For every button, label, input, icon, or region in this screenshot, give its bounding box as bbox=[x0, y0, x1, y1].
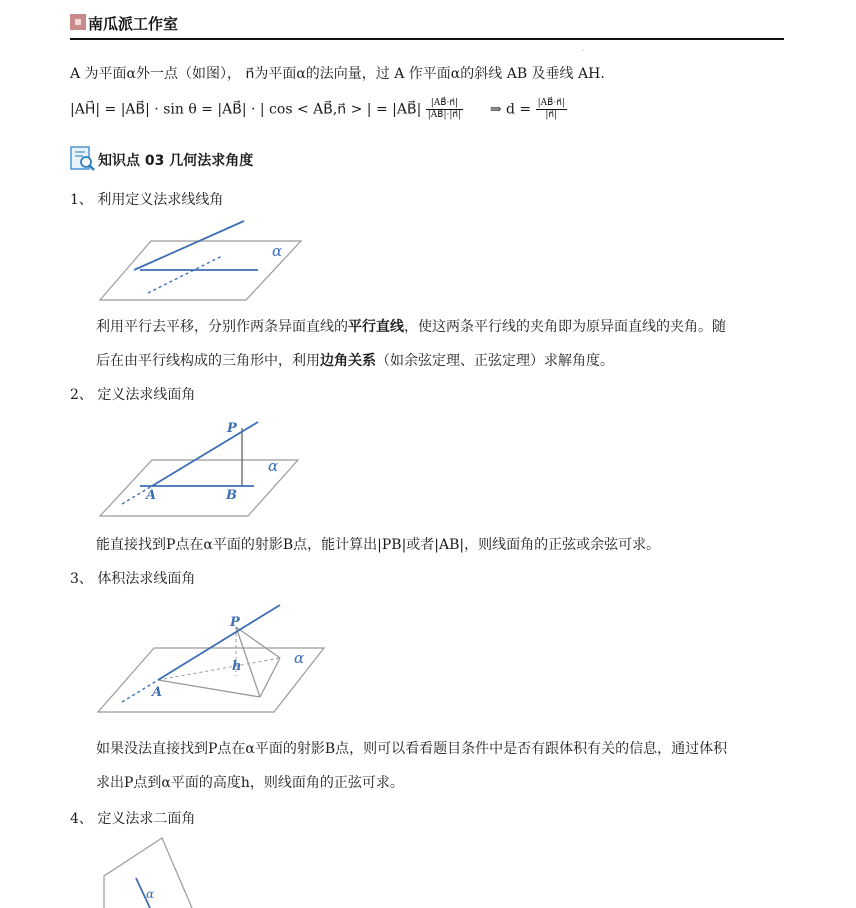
text-span: 利用平行去平移，分别作两条异面直线的 bbox=[96, 319, 348, 335]
magnifier-document-icon bbox=[70, 146, 96, 172]
edge-foot-right bbox=[260, 658, 280, 697]
point-P-label: P bbox=[230, 615, 240, 630]
item-4-label: 4、 定义法求二面角 bbox=[70, 811, 196, 827]
section-title: 知识点 03 几何法求角度 bbox=[98, 153, 254, 169]
logo-icon bbox=[70, 14, 86, 30]
figure-dihedral-angle bbox=[96, 836, 216, 908]
stray-dot: · bbox=[582, 46, 585, 55]
header-title: 南瓜派工作室 bbox=[88, 15, 179, 33]
page-header bbox=[70, 12, 784, 40]
bold-term-edge-angle: 边角关系 bbox=[320, 353, 376, 369]
fraction-2 bbox=[536, 98, 567, 121]
formula-left: |AH⃗| = |AB⃗| · sin θ = |AB⃗| · | cos < AB⃗,n⃗ > | = |AB⃗| bbox=[70, 101, 422, 118]
fraction-2-denominator: |n⃗| bbox=[545, 110, 558, 120]
item-1-paragraph-line-2 bbox=[96, 350, 614, 370]
figure-volume-method bbox=[96, 600, 328, 716]
fraction-1-denominator: |AB⃗|·|n⃗| bbox=[427, 110, 462, 120]
point-A-label: A bbox=[152, 685, 163, 700]
fraction-1 bbox=[426, 98, 463, 121]
point-B-label: B bbox=[226, 488, 237, 503]
plane-alpha bbox=[98, 648, 324, 712]
figure-line-plane-angle bbox=[96, 414, 306, 518]
text-span: ，使这两条平行线的夹角即为原异面直线的夹角。随 bbox=[404, 319, 726, 335]
formula-mid: ⇒ d = bbox=[489, 101, 532, 118]
item-2-label: 2、 定义法求线面角 bbox=[70, 387, 196, 403]
fraction-1-numerator: |AB⃗·n⃗| bbox=[426, 98, 463, 110]
alpha-label: α bbox=[146, 887, 155, 901]
item-3-paragraph-line-2: 求出P点到α平面的高度h，则线面角的正弦可求。 bbox=[96, 775, 404, 791]
alpha-label: α bbox=[294, 649, 305, 667]
alpha-label: α bbox=[268, 457, 279, 475]
intro-line: A 为平面α外一点（如图）， n⃗为平面α的法向量，过 A 作平面α的斜线 AB 及垂线 AH. bbox=[70, 66, 605, 82]
item-3-paragraph-line-1: 如果没法直接找到P点在α平面的射影B点，则可以看看题目条件中是否有跟体积有关的信息，通过体积 bbox=[96, 741, 728, 757]
figure-skew-lines bbox=[96, 214, 306, 304]
edge-A-foot bbox=[158, 680, 260, 697]
point-A-label: A bbox=[146, 488, 157, 503]
line-above-plane bbox=[134, 221, 244, 270]
edge-P-right bbox=[236, 627, 280, 658]
alpha-label: α bbox=[272, 242, 283, 260]
hidden-line bbox=[148, 256, 222, 293]
item-2-paragraph: 能直接找到P点在α平面的射影B点，能计算出|PB|或者|AB|，则线面角的正弦或余弦可求。 bbox=[96, 537, 661, 553]
fraction-2-numerator: |AB⃗·n⃗| bbox=[537, 98, 565, 108]
point-P-label: P bbox=[227, 421, 237, 436]
item-3-label: 3、 体积法求线面角 bbox=[70, 571, 196, 587]
item-1-paragraph-line-1 bbox=[96, 316, 726, 336]
height-h-label: h bbox=[232, 659, 242, 674]
item-1-label: 1、 利用定义法求线线角 bbox=[70, 192, 224, 208]
text-span: （如余弦定理、正弦定理）求解角度。 bbox=[376, 353, 614, 369]
bold-term-parallel-lines: 平行直线 bbox=[348, 319, 404, 335]
distance-formula bbox=[70, 98, 567, 121]
text-span: 后在由平行线构成的三角形中，利用 bbox=[96, 353, 320, 369]
